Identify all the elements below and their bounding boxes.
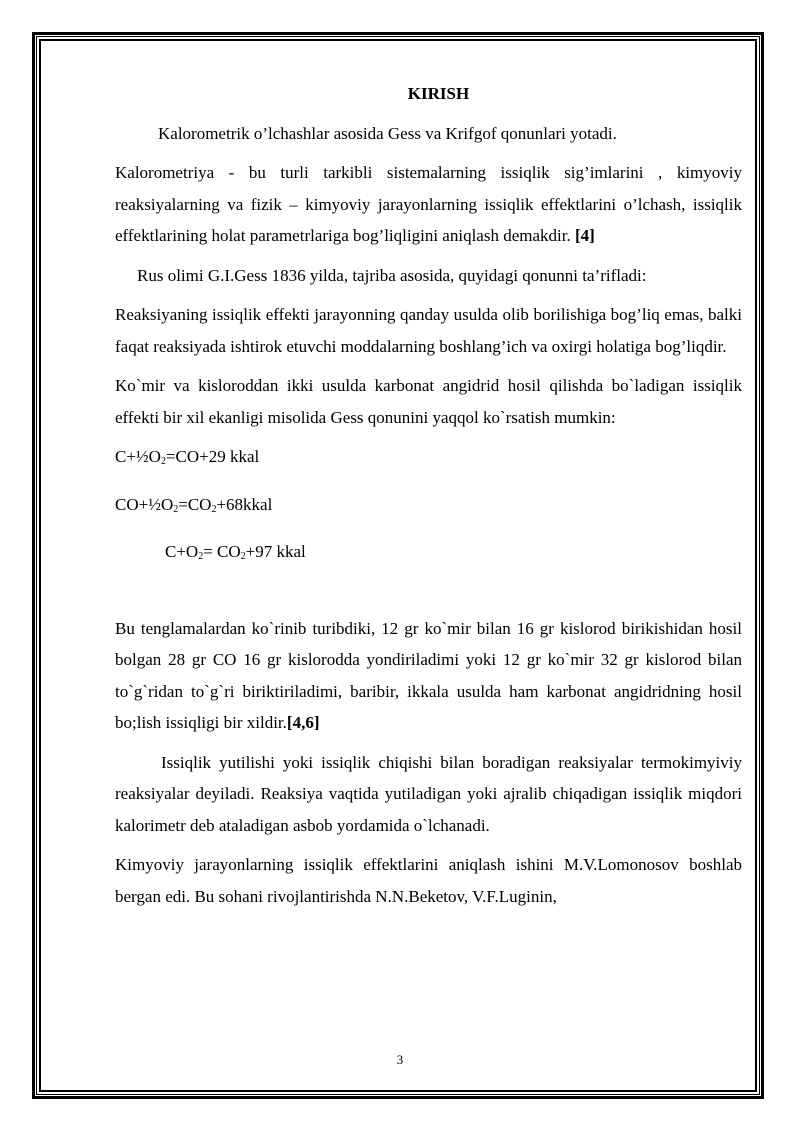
citation-ref: [4]	[574, 226, 595, 245]
citation-ref: [4,6]	[286, 713, 320, 732]
equation-1	[115, 441, 742, 473]
page-number: 3	[396, 1052, 404, 1067]
paragraph-law: Reaksiyaning issiqlik effekti jarayonning qanday usulda olib borilishiga bog’liq emas, balki faqat reaksiyada ishtirok etuvchi moddalarning boshlang’ich va oxirgi holatiga bog’liqdir.	[115, 305, 742, 356]
equation-3-part: C+O	[165, 542, 199, 561]
blank-gap	[115, 568, 742, 613]
page-title: KIRISH	[407, 84, 470, 103]
equation-3-subscript: 2	[240, 551, 246, 562]
paragraph-history: Kimyoviy jarayonlarning issiqlik effektlarini aniqlash ishini M.V.Lomonosov boshlab bergan edi. Bu sohani rivojlantirishda N.N.Beketov, V.F.Luginin,	[115, 855, 742, 906]
paragraph-conclusion	[115, 613, 742, 739]
equation-2-subscript: 2	[173, 503, 179, 515]
paragraph-example: Ko`mir va kisloroddan ikki usulda karbonat angidrid hosil qilishda bo`ladigan issiqlik effekti bir xil ekanligi misolida Gess qonunini yaqqol ko`rsatish mumkin:	[115, 376, 742, 427]
equation-3	[115, 536, 742, 568]
paragraph-thermochemical: Issiqlik yutilishi yoki issiqlik chiqishi bilan boradigan reaksiyalar termokimyiviy reaksiyalar deyiladi. Reaksiya vaqtida yutiladigan yoki ajralib chiqadigan issiqlik miqdori kalorimetr deb ataladigan asbob yordamida o`lchanadi.	[115, 752, 742, 835]
equation-2-subscript: 2	[211, 503, 217, 515]
equation-2-part: +68kkal	[216, 494, 273, 514]
paragraph-intro: Kalorometrik o’lchashlar asosida Gess va Krifgof qonunlari yotadi.	[158, 123, 617, 143]
paragraph-calorimetry-text: Kalorometriya - bu turli tarkibli sistemalarning issiqlik sig’imlarini , kimyoviy reaksiyalarning va fizik – kimyoviy jarayonlarning issiqlik effektlarini o’lchash, issiqlik effektlarining holat parametrlariga bog’liqligini aniqlash demakdir.	[115, 163, 742, 245]
equation-1-part: C+½O	[115, 447, 161, 466]
paragraph-gess: Rus olimi G.I.Gess 1836 yilda, tajriba asosida, quyidagi qonunni ta’rifladi:	[137, 265, 647, 285]
equation-1-part: =CO+29 kkal	[165, 447, 260, 466]
paragraph-conclusion-text: Bu tenglamalardan ko`rinib turibdiki, 12 gr ko`mir bilan 16 gr kislorod birikishidan hosil bolgan 28 gr CO 16 gr kislorodda yondiriladimi yoki 12 gr ko`mir 32 gr kislorod bilan to`g`ridan to`g`ri biriktiriladimi, baribir, ikkala usulda ham karbonat angidridning hosil bo;lish issiqligi bir xildir.	[115, 618, 742, 732]
equation-3-part: +97 kkal	[245, 542, 306, 561]
paragraph-calorimetry	[115, 157, 742, 252]
equation-1-subscript: 2	[160, 456, 166, 467]
equation-3-part: = CO	[203, 542, 241, 561]
equation-2-part: CO+½O	[115, 494, 174, 514]
document-body	[115, 78, 742, 912]
equation-3-subscript: 2	[198, 551, 204, 562]
equation-2	[115, 489, 742, 521]
equation-2-part: =CO	[178, 494, 212, 514]
